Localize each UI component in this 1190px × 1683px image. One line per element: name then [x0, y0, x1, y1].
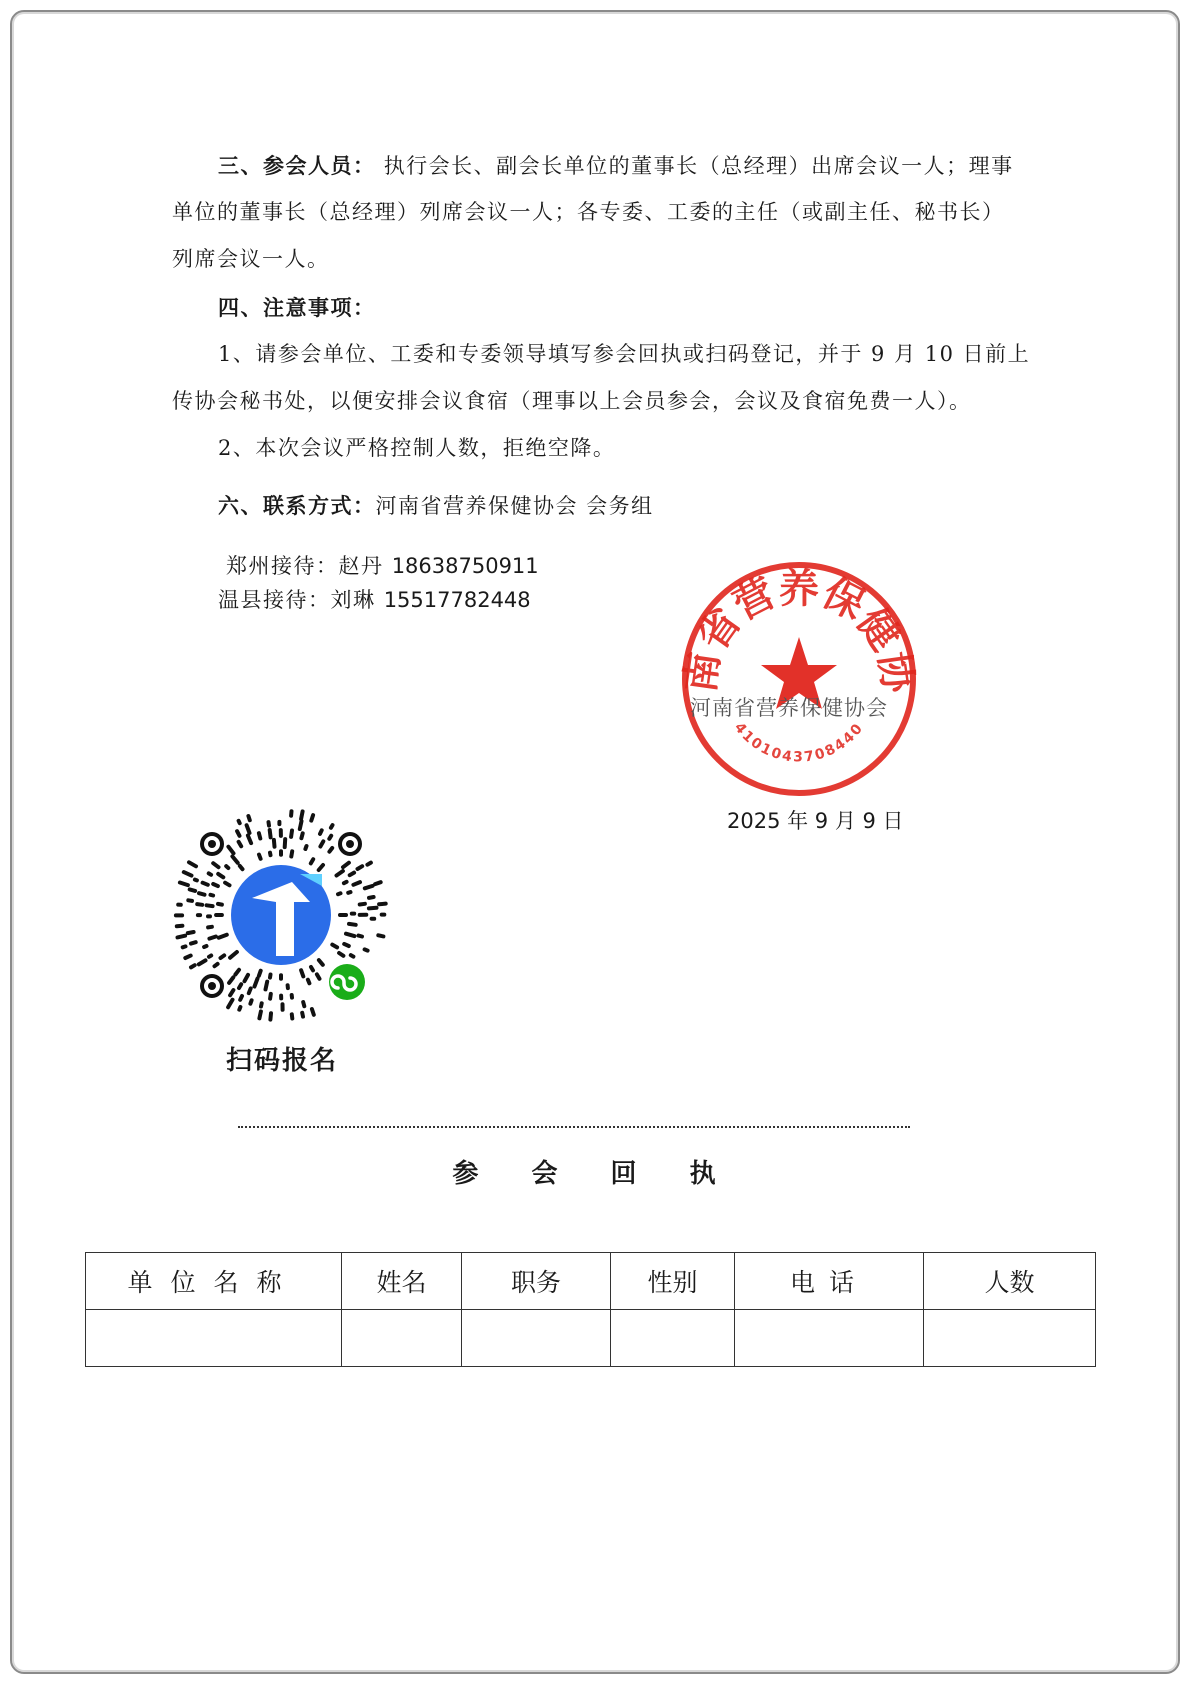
header-gender: 性别 [611, 1253, 735, 1310]
header-name: 姓名 [342, 1253, 462, 1310]
qr-ray [312, 1009, 314, 1015]
section3-text-line1: 执行会长、副会长单位的董事长（总经理）出席会议一人；理事 [383, 154, 1014, 178]
official-seal [678, 558, 920, 800]
section3-heading: 三、参会人员： [218, 153, 376, 178]
qr-ray [338, 893, 341, 894]
seal-arc-text: 南省营养保健协 [678, 564, 920, 696]
qr-ray [178, 936, 186, 938]
qr-ray [213, 884, 218, 886]
receipt-title: 参 会 回 执 [452, 1159, 738, 1189]
section6-line [218, 482, 1118, 530]
qr-ray [308, 980, 310, 984]
qr-ray [230, 952, 237, 958]
qr-ray [378, 935, 383, 936]
receipt-header-row [86, 1253, 1096, 1310]
section3-text-line3: 列席会议一人。 [172, 247, 330, 271]
qr-ray [317, 974, 320, 978]
qr-ray [367, 863, 371, 865]
qr-ray [240, 866, 243, 869]
qr-ray [329, 836, 331, 839]
qr-ray [292, 1014, 293, 1018]
qr-ray [311, 967, 313, 970]
qr-ray [218, 904, 222, 905]
qr-ray [209, 956, 211, 957]
signature-org: 河南省营养保健协会 [690, 696, 888, 720]
qr-ray [211, 895, 214, 896]
qr-ray [239, 1007, 240, 1010]
section4-heading: 四、注意事项： [218, 295, 376, 320]
qr-ray [320, 841, 323, 846]
qr-ray [183, 946, 186, 947]
qr-ray [245, 975, 249, 981]
cell-gender[interactable] [611, 1310, 735, 1367]
qr-ray [285, 839, 286, 847]
section4-item1-line1: 1、请参会单位、工委和专委领导填写参会回执或扫码登记，并于 9 月 10 日前上 [218, 342, 1031, 366]
qr-ray [274, 840, 275, 847]
qr-ray [239, 821, 240, 823]
qr-ray [225, 883, 229, 886]
qr-ray [204, 946, 206, 947]
qr-ray [248, 816, 249, 820]
contact-zhengzhou [226, 550, 539, 580]
qr-ray [344, 944, 349, 946]
qr-ray [360, 904, 365, 905]
qr-ray [259, 855, 261, 859]
header-count: 人数 [924, 1253, 1096, 1310]
qr-ray [266, 982, 268, 990]
qr-ray [343, 863, 349, 868]
qr-ray [346, 934, 354, 936]
contact-wenxian [218, 584, 531, 614]
qr-ray [348, 892, 350, 893]
qr-ray [208, 927, 212, 928]
qr-ray [311, 859, 313, 863]
qr-ray [213, 863, 218, 867]
qr-ray [261, 1003, 262, 1006]
svg-text:4101043708440 [731, 720, 867, 766]
qr-ray [369, 897, 374, 898]
qr-ray [350, 873, 354, 876]
qr-ray [375, 882, 381, 884]
qr-ray [270, 1013, 271, 1019]
qr-ray [188, 932, 194, 933]
qr-ray [311, 815, 313, 821]
qr-ray [199, 960, 206, 964]
qr-ray [365, 949, 368, 950]
section6-heading: 六、联系方式： [218, 493, 376, 518]
qr-ray [185, 956, 190, 958]
seal-stamp-image [678, 558, 920, 800]
qr-ray [250, 1000, 251, 1003]
qr-ray [259, 833, 260, 838]
qr-ray [248, 836, 251, 844]
qr-ray [270, 975, 271, 978]
qr-ray [239, 984, 241, 988]
qr-ray [353, 882, 360, 885]
qr-ray [191, 942, 196, 943]
qr-ray [269, 822, 270, 826]
header-phone: 电话 [735, 1253, 924, 1310]
section4-item2: 2、本次会议严格控制人数，拒绝空降。 [218, 436, 616, 460]
qr-ray [237, 831, 239, 836]
qr-ray [177, 926, 183, 927]
qr-ray [319, 960, 323, 965]
qr-ray [219, 935, 227, 938]
qr-ray [184, 872, 192, 876]
qr-ray [344, 882, 347, 883]
cell-unit-name[interactable] [86, 1310, 342, 1367]
qr-ray [359, 936, 363, 937]
qr-ray [369, 908, 377, 909]
cut-line-divider [238, 1126, 910, 1128]
qr-ray [230, 990, 233, 995]
qr-ray [332, 945, 337, 948]
qr-ray [199, 893, 205, 895]
contact2-label: 温县接待：刘琳 [218, 588, 376, 612]
qr-ray [215, 964, 218, 966]
table-row [86, 1310, 1096, 1367]
qr-ray [197, 904, 202, 905]
section3-text-line2: 单位的董事长（总经理）列席会议一人；各专委、工委的主任（或副主任、秘书长） [172, 200, 1005, 224]
qr-ray [303, 1002, 304, 1006]
qr-ray [319, 865, 323, 870]
qr-ray [232, 856, 237, 862]
qr-ray [188, 900, 192, 901]
qr-ray [270, 994, 271, 999]
cell-phone[interactable] [735, 1310, 924, 1367]
qr-ray [337, 871, 343, 876]
qr-ray [240, 996, 242, 1000]
qr-ray [209, 873, 211, 874]
qr-ray [249, 988, 251, 993]
qr-ray [320, 830, 322, 834]
header-position: 职务 [462, 1253, 611, 1310]
qr-ray [190, 889, 195, 891]
qr-ray [301, 811, 303, 819]
qr-ray [291, 851, 292, 856]
header-unit-name: 单位名称 [86, 1253, 342, 1310]
qr-ray [239, 842, 242, 847]
qr-ray [301, 833, 302, 838]
qr-ray [301, 970, 303, 976]
qr-caption: 扫码报名 [226, 1046, 339, 1076]
cell-name[interactable] [342, 1310, 462, 1367]
qr-ray [189, 862, 196, 866]
qr-ray [331, 825, 333, 828]
seal-number: 4101043708440 [730, 719, 868, 766]
qr-ray [270, 853, 271, 856]
contact1-phone: 18638750911 [391, 554, 539, 578]
qr-ray [349, 924, 356, 925]
qr-ray [302, 1013, 303, 1017]
signature-date: 2025 年 9 月 9 日 [727, 809, 904, 833]
qr-ray [351, 955, 354, 957]
qr-ray [228, 1000, 232, 1008]
qr-ray [305, 846, 306, 849]
qr-code-image [172, 806, 390, 1024]
qr-ray [291, 831, 292, 837]
contact2-phone: 15517782448 [383, 588, 531, 612]
mini-program-badge-icon [329, 964, 365, 1000]
qr-ray [270, 830, 271, 837]
contact1-label: 郑州接待：赵丹 [226, 554, 384, 578]
qr-ray [209, 937, 216, 939]
cell-count[interactable] [924, 1310, 1096, 1367]
qr-ray [329, 848, 332, 852]
section3-paragraph-line1 [172, 142, 1072, 190]
qr-ray [358, 866, 363, 869]
qr-ray [259, 1011, 261, 1018]
qr-ray [300, 821, 302, 829]
qr-ray [339, 953, 343, 956]
cell-position[interactable] [462, 1310, 611, 1367]
qr-ray [203, 883, 208, 885]
qr-ray [229, 977, 233, 983]
section6-org: 河南省营养保健协会 会务组 [375, 494, 654, 518]
section4-item1-line2: 传协会秘书处，以便安排会议食宿（理事以上会员参会，会议及食宿免费一人）。 [172, 389, 972, 413]
qr-ray [195, 880, 197, 881]
mini-program-qr-code[interactable] [172, 806, 390, 1024]
qr-ray [226, 866, 228, 868]
qr-ray [191, 965, 195, 967]
qr-ray [379, 904, 386, 905]
qr-ray [365, 886, 373, 888]
qr-ray [228, 847, 233, 854]
qr-ray [255, 979, 258, 987]
qr-ray [180, 883, 188, 886]
qr-ray [247, 825, 250, 833]
qr-ray [207, 905, 213, 906]
receipt-table [85, 1252, 1096, 1367]
qr-ray [259, 971, 261, 976]
qr-ray [235, 970, 239, 975]
qr-ray [218, 874, 223, 877]
qr-ray [221, 955, 225, 958]
